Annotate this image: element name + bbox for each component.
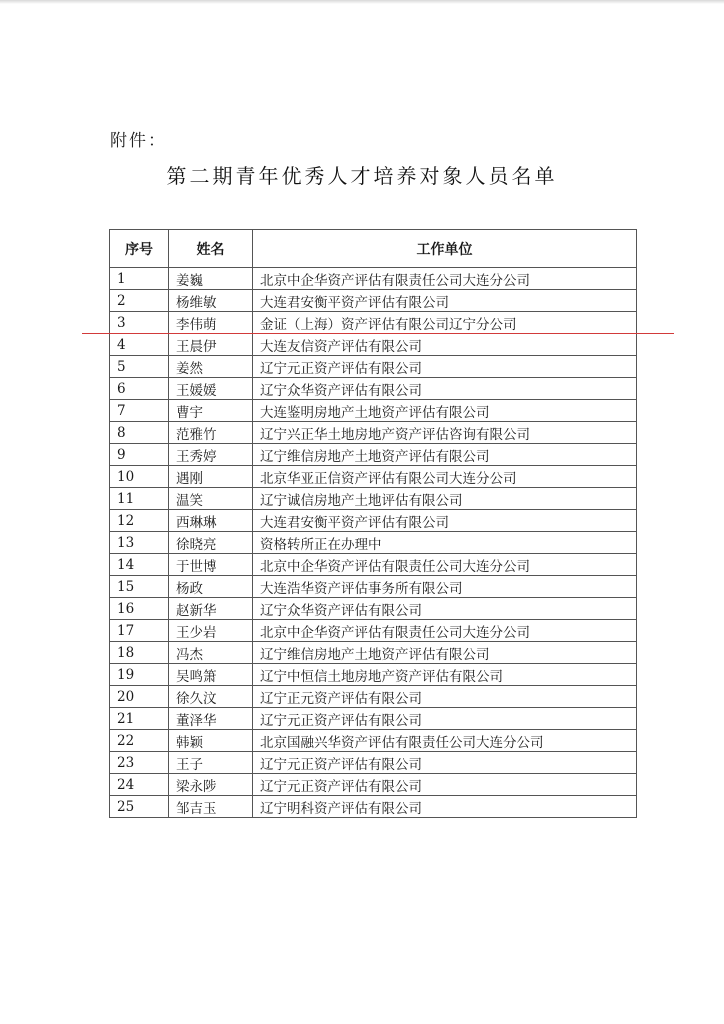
row-name: 董泽华 <box>169 708 253 730</box>
row-employer: 辽宁众华资产评估有限公司 <box>253 598 637 620</box>
row-name: 曹宇 <box>169 400 253 422</box>
header-employer: 工作单位 <box>253 230 637 268</box>
table-row <box>110 554 637 576</box>
row-name: 李伟萌 <box>169 312 253 334</box>
row-name: 范雅竹 <box>169 422 253 444</box>
row-index: 21 <box>110 708 169 730</box>
table-row <box>110 752 637 774</box>
table-row <box>110 532 637 554</box>
row-name: 梁永陟 <box>169 774 253 796</box>
row-name: 西琳琳 <box>169 510 253 532</box>
row-employer: 辽宁元正资产评估有限公司 <box>253 708 637 730</box>
row-name: 杨维敏 <box>169 290 253 312</box>
row-index: 2 <box>110 290 169 312</box>
row-employer: 辽宁诚信房地产土地评估有限公司 <box>253 488 637 510</box>
row-name: 王子 <box>169 752 253 774</box>
row-index: 14 <box>110 554 169 576</box>
row-employer: 辽宁元正资产评估有限公司 <box>253 774 637 796</box>
header-index: 序号 <box>110 230 169 268</box>
row-index: 24 <box>110 774 169 796</box>
table-row <box>110 356 637 378</box>
roster-table <box>109 229 637 818</box>
table-header-row <box>110 230 637 268</box>
row-employer: 大连君安衡平资产评估有限公司 <box>253 290 637 312</box>
table-row <box>110 730 637 752</box>
row-name: 温笑 <box>169 488 253 510</box>
row-index: 20 <box>110 686 169 708</box>
row-index: 7 <box>110 400 169 422</box>
row-employer: 辽宁元正资产评估有限公司 <box>253 356 637 378</box>
row-employer: 资格转所正在办理中 <box>253 532 637 554</box>
row-employer: 北京国融兴华资产评估有限责任公司大连分公司 <box>253 730 637 752</box>
row-name: 王媛媛 <box>169 378 253 400</box>
row-employer: 北京中企华资产评估有限责任公司大连分公司 <box>253 620 637 642</box>
row-index: 22 <box>110 730 169 752</box>
table-row <box>110 422 637 444</box>
row-employer: 辽宁中恒信土地房地产资产评估有限公司 <box>253 664 637 686</box>
table-row <box>110 642 637 664</box>
row-name: 冯杰 <box>169 642 253 664</box>
table-row <box>110 444 637 466</box>
table-row <box>110 510 637 532</box>
table-row <box>110 334 637 356</box>
table-row <box>110 576 637 598</box>
row-employer: 北京华亚正信资产评估有限公司大连分公司 <box>253 466 637 488</box>
scan-top-edge <box>0 0 724 4</box>
row-employer: 辽宁正元资产评估有限公司 <box>253 686 637 708</box>
row-employer: 大连友信资产评估有限公司 <box>253 334 637 356</box>
row-index: 9 <box>110 444 169 466</box>
table-row <box>110 686 637 708</box>
row-employer: 辽宁兴正华土地房地产资产评估咨询有限公司 <box>253 422 637 444</box>
row-index: 4 <box>110 334 169 356</box>
table-row <box>110 796 637 818</box>
row-name: 王少岩 <box>169 620 253 642</box>
row-index: 18 <box>110 642 169 664</box>
table-row <box>110 400 637 422</box>
row-employer: 北京中企华资产评估有限责任公司大连分公司 <box>253 268 637 290</box>
row-index: 10 <box>110 466 169 488</box>
document-title: 第二期青年优秀人才培养对象人员名单 <box>166 164 558 188</box>
table-row <box>110 378 637 400</box>
row-employer: 辽宁维信房地产土地资产评估有限公司 <box>253 642 637 664</box>
row-employer: 辽宁明科资产评估有限公司 <box>253 796 637 818</box>
row-name: 姜巍 <box>169 268 253 290</box>
row-index: 15 <box>110 576 169 598</box>
row-name: 王秀婷 <box>169 444 253 466</box>
row-index: 1 <box>110 268 169 290</box>
row-employer: 大连浩华资产评估事务所有限公司 <box>253 576 637 598</box>
row-name: 姜然 <box>169 356 253 378</box>
row-index: 25 <box>110 796 169 818</box>
row-employer: 金证（上海）资产评估有限公司辽宁分公司 <box>253 312 637 334</box>
row-name: 于世博 <box>169 554 253 576</box>
row-name: 遇刚 <box>169 466 253 488</box>
row-index: 3 <box>110 312 169 334</box>
table-row <box>110 598 637 620</box>
row-name: 徐晓亮 <box>169 532 253 554</box>
row-employer: 北京中企华资产评估有限责任公司大连分公司 <box>253 554 637 576</box>
row-employer: 大连鉴明房地产土地资产评估有限公司 <box>253 400 637 422</box>
table-row <box>110 488 637 510</box>
row-index: 6 <box>110 378 169 400</box>
attachment-label: 附件： <box>110 131 167 151</box>
row-name: 赵新华 <box>169 598 253 620</box>
table-row <box>110 312 637 334</box>
row-index: 19 <box>110 664 169 686</box>
row-name: 邹吉玉 <box>169 796 253 818</box>
row-employer: 辽宁元正资产评估有限公司 <box>253 752 637 774</box>
table-row <box>110 466 637 488</box>
row-name: 杨政 <box>169 576 253 598</box>
table-row <box>110 774 637 796</box>
row-index: 11 <box>110 488 169 510</box>
row-employer: 辽宁众华资产评估有限公司 <box>253 378 637 400</box>
row-employer: 大连君安衡平资产评估有限公司 <box>253 510 637 532</box>
table-row <box>110 268 637 290</box>
row-index: 8 <box>110 422 169 444</box>
red-annotation-line <box>82 333 674 334</box>
row-index: 23 <box>110 752 169 774</box>
row-index: 17 <box>110 620 169 642</box>
row-index: 13 <box>110 532 169 554</box>
table-row <box>110 664 637 686</box>
table-row <box>110 708 637 730</box>
row-name: 王晨伊 <box>169 334 253 356</box>
row-name: 韩颖 <box>169 730 253 752</box>
row-employer: 辽宁维信房地产土地资产评估有限公司 <box>253 444 637 466</box>
row-name: 徐久汶 <box>169 686 253 708</box>
row-index: 5 <box>110 356 169 378</box>
table-row <box>110 620 637 642</box>
table-row <box>110 290 637 312</box>
row-index: 12 <box>110 510 169 532</box>
row-name: 吴鸣箫 <box>169 664 253 686</box>
header-name: 姓名 <box>169 230 253 268</box>
row-index: 16 <box>110 598 169 620</box>
table-body <box>110 268 637 818</box>
